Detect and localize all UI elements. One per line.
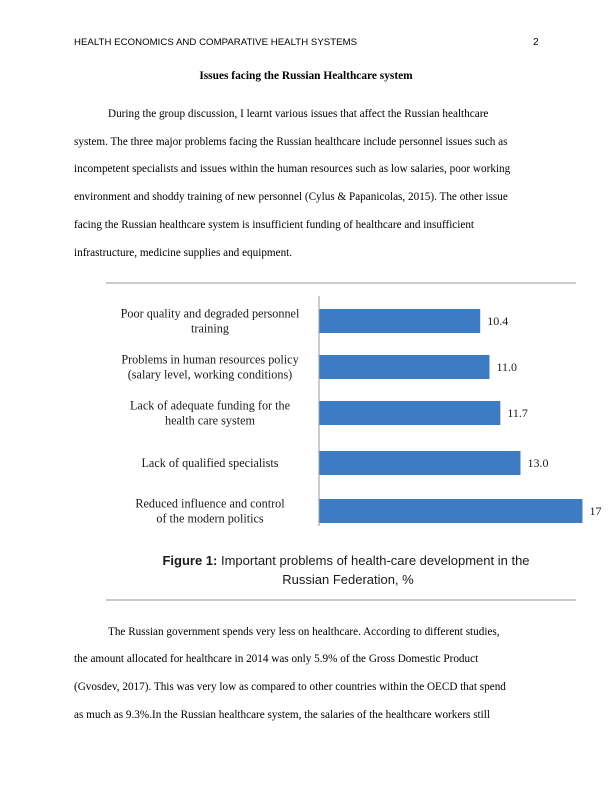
section-heading: Issues facing the Russian Healthcare system — [199, 70, 413, 82]
category-label-line: Lack of adequate funding for the — [129, 398, 291, 413]
figure-caption-label: Figure 1: — [162, 553, 218, 568]
category-label-line: Poor quality and degraded personnel — [120, 306, 300, 321]
figure-caption-title: Important problems of health-care development in the — [217, 553, 530, 568]
chart-bars-group — [121, 307, 602, 526]
category-label — [141, 456, 278, 470]
category-label-line: Reduced influence and control — [135, 496, 285, 511]
bar-3 — [319, 401, 500, 425]
bar-value-label: 13.0 — [527, 456, 549, 470]
paragraph-1-line: incompetent specialists and issues within the human resources such as low salaries, poor working — [74, 163, 511, 175]
bar-4 — [319, 451, 521, 475]
paragraph-2-line: as much as 9.3%.In the Russian healthcare system, the salaries of the healthcare workers still — [74, 709, 490, 721]
paragraph-2-line: (Gvosdev, 2017). This was very low as compared to other countries within the OECD that spend — [74, 681, 506, 693]
category-label-line: training — [191, 321, 229, 336]
category-label-line: (salary level, working conditions) — [127, 367, 293, 382]
bar-2 — [319, 355, 490, 379]
paragraph-1-line: facing the Russian healthcare system is insufficient funding of healthcare and insufficient — [74, 219, 475, 231]
bar-value-label: 11.0 — [496, 360, 518, 374]
paragraph-2-line: the amount allocated for healthcare in 2014 was only 5.9% of the Gross Domestic Product — [74, 653, 479, 665]
category-label — [121, 307, 300, 336]
category-label-line: Lack of qualified specialists — [141, 456, 279, 470]
category-label-line: of the modern politics — [156, 511, 264, 526]
figure-1-bar-chart — [106, 282, 602, 602]
bar-value-label: 17 — [589, 504, 602, 518]
page-number: 2 — [533, 37, 539, 48]
paragraph-1-line: infrastructure, medicine supplies and equipment. — [74, 247, 293, 259]
category-label — [130, 399, 290, 428]
bar-value-label: 10.4 — [487, 314, 509, 328]
bar-5 — [319, 499, 583, 523]
figure-caption-line-2: Russian Federation, % — [282, 572, 414, 587]
paragraph-1-line: During the group discussion, I learnt various issues that affect the Russian healthcare — [108, 108, 489, 120]
category-label — [135, 497, 285, 526]
category-label — [121, 353, 299, 382]
paragraph-2-line: The Russian government spends very less on healthcare. According to different studies, — [108, 626, 500, 638]
running-header-title: HEALTH ECONOMICS AND COMPARATIVE HEALTH SYSTEMS — [74, 37, 358, 48]
bar-value-label: 11.7 — [507, 406, 528, 420]
figure-caption-line-1 — [162, 553, 529, 568]
chart-canvas — [106, 282, 602, 602]
paragraph-1-line: environment and shoddy training of new personnel (Cylus & Papanicolas, 2015). The other issue — [74, 191, 508, 203]
category-label-line: Problems in human resources policy — [121, 352, 299, 367]
category-label-line: health care system — [164, 413, 256, 428]
bar-1 — [319, 309, 480, 333]
paragraph-1-line: system. The three major problems facing the Russian healthcare include personnel issues such as — [74, 136, 508, 148]
